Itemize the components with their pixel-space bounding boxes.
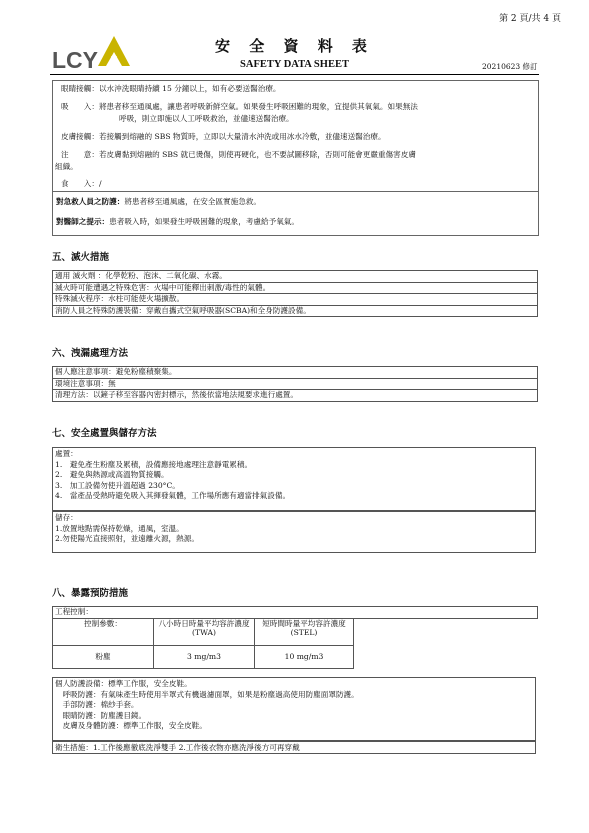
list-item: 呼吸防護：有氣味產生時使用半罩式有機過濾面罩，如果是粉塵過高使用防塵面罩防護。 (55, 689, 359, 699)
section-5-table (52, 270, 538, 317)
param-header: 控制參數： (53, 618, 154, 645)
handling-box (52, 447, 536, 511)
list-item: 皮膚及身體防護：標準工作服，安全皮鞋。 (55, 721, 207, 730)
doc-title-zh: 安 全 資 料 表 (215, 37, 374, 55)
list-item: 1. 避免產生粉塵及累積，設備應接地處理注意靜電累積。 (55, 459, 253, 469)
first-aid-eye: 眼睛接觸：以水沖洗眼睛持續 15 分鐘以上，如有必要送醫治療。 (61, 84, 281, 93)
list-item: 2.勿使陽光直接照射，並遠離火源，熱源。 (55, 534, 199, 543)
list-item: 1.放置地點需保持乾燥，通風，室溫。 (55, 523, 184, 533)
table-row: 清理方法：以鏟子移至容器內密封標示，然後依當地法規要求進行處置。 (53, 390, 538, 402)
section-8-title: 八、暴露預防措施 (52, 588, 129, 599)
first-aid-inhale-cont: 呼吸，則立即施以人工呼吸救治，並儘速送醫治療。 (119, 114, 294, 123)
divider (53, 191, 538, 192)
revision-date: 20210623 修訂 (482, 62, 538, 71)
doctor-note: 對醫師之提示：患者吸入時，如果發生呼吸困難的現象，考慮給予氧氣。 (56, 217, 299, 226)
table-row: 適用 滅火劑 ：化學乾粉、泡沫、二氧化碳、水霧。 (53, 271, 538, 283)
table-row: 環境注意事項：無 (53, 378, 538, 390)
engineering-control: 工程控制： (53, 607, 538, 619)
first-aid-box (52, 80, 539, 236)
page-number: 第 2 頁/共 4 頁 (499, 14, 561, 24)
first-aid-inhale: 吸 入：將患者移至通風處，讓患者呼吸新鮮空氣。如果發生呼吸困難的現象，宜提供其氧氣。如果無法 (61, 102, 418, 111)
doc-title-en: SAFETY DATA SHEET (240, 59, 349, 70)
first-aid-note: 注 意：若皮膚黏到熔融的 SBS 就已燙傷，則使再硬化，也不要試圖移除，否則可能會更嚴重傷害皮膚 (61, 150, 416, 159)
table-row: 消防人員之特殊防護裝備：穿戴自攜式空氣呼吸器(SCBA)和全身防護設備。 (53, 305, 538, 317)
table-row: 個人應注意事項：避免粉塵積聚集。 (53, 367, 538, 379)
section-6-table (52, 366, 538, 402)
list-item: 處置： (55, 449, 78, 458)
hygiene-measures: 衛生措施：1.工作後應徹底洗淨雙手 2.工作後衣物亦應洗淨後方可再穿戴 (55, 743, 300, 752)
row-twa: 3 mg/m3 (154, 645, 255, 668)
exposure-table (52, 606, 538, 669)
hygiene-box (52, 741, 536, 754)
list-item: 2. 避免與熱源或高溫物質接觸。 (55, 470, 169, 479)
table-row: 特殊滅火程序：水柱可能使火場擴散。 (53, 294, 538, 306)
row-name: 粉塵 (53, 645, 154, 668)
list-item: 個人防護設備：標準工作服，安全皮鞋。 (55, 679, 192, 688)
list-item: 儲存： (55, 513, 78, 522)
list-item: 手部防護：棉紗手套。 (55, 700, 139, 709)
ppe-box (52, 677, 536, 741)
rescuer-protection: 對急救人員之防護：將患者移至通風處，在安全區實施急救。 (56, 197, 262, 206)
list-item: 眼睛防護：防塵護目鏡。 (55, 710, 147, 720)
first-aid-note-cont: 組織。 (55, 162, 78, 171)
list-item: 3. 加工設備勿使升溫超過 230°C。 (55, 480, 180, 490)
section-7-title: 七、安全處置與儲存方法 (52, 428, 157, 439)
first-aid-ingest: 食 入：/ (61, 179, 102, 188)
section-6-title: 六、洩漏處理方法 (52, 348, 129, 359)
first-aid-skin: 皮膚接觸：若接觸到熔融的 SBS 物質時，立即以大量清水沖洗或用冰水冷敷，並儘速送醫治療。 (61, 132, 386, 141)
list-item: 4. 當產品受熱時避免吸入其揮發氣體，工作場所應有適當排氣設備。 (55, 491, 291, 500)
row-stel: 10 mg/m3 (255, 645, 354, 668)
header-rule (50, 74, 539, 75)
stel-header: 短時間時量平均容許濃度(STEL) (255, 618, 354, 645)
svg-text:LCY: LCY (52, 47, 98, 73)
storage-box (52, 511, 536, 553)
twa-header: 八小時日時量平均容許濃度(TWA) (154, 618, 255, 645)
section-5-title: 五、滅火措施 (52, 252, 110, 263)
table-row: 滅火時可能遭遇之特殊危害：火場中可能釋出刺激/毒性的氣體。 (53, 282, 538, 294)
